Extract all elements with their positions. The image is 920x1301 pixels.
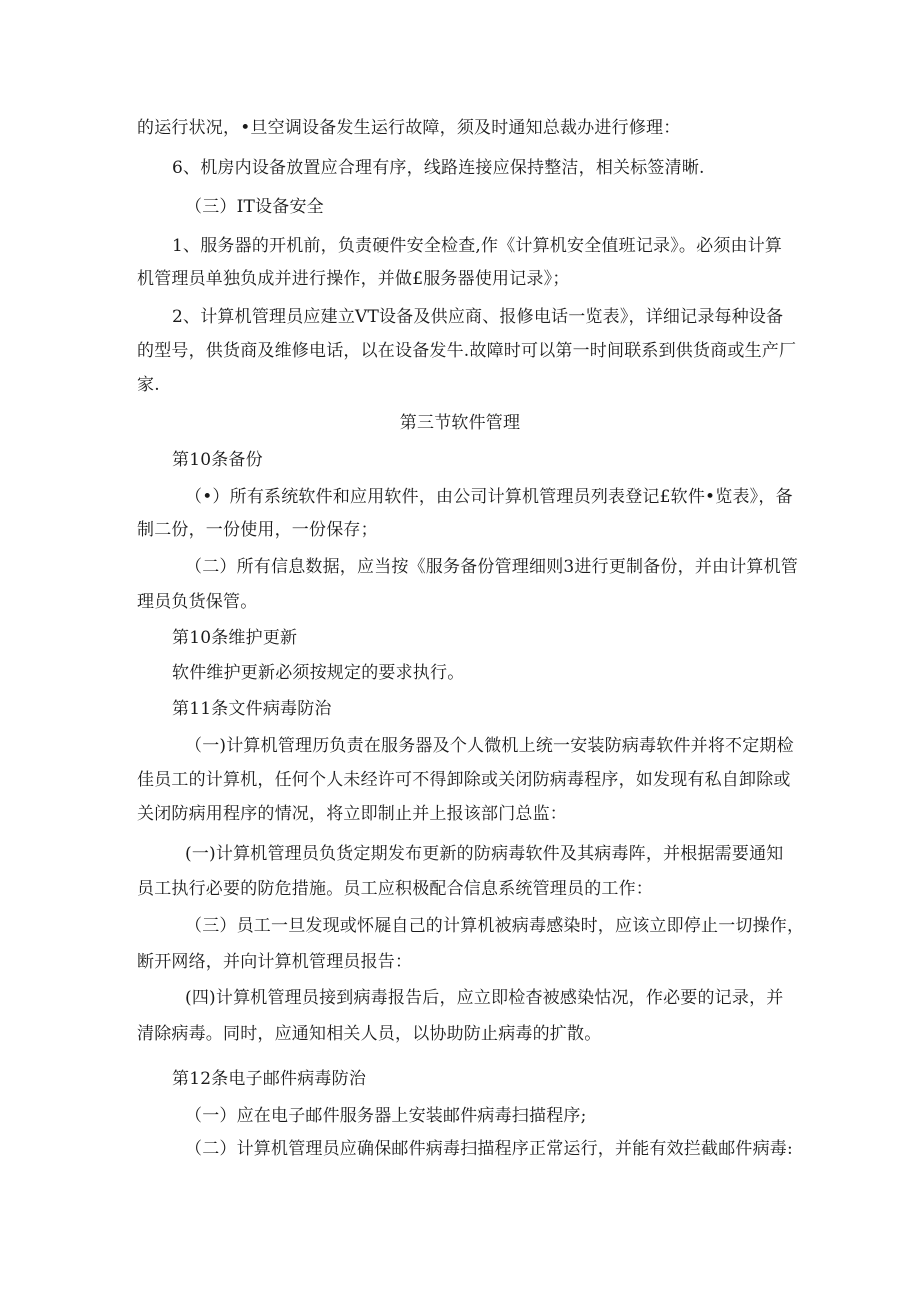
- paragraph-line: 制二份，一份使用，一份保存；: [137, 520, 378, 540]
- paragraph-line: 清除病毒。同时，应通知相关人员，以协助防止病毒的扩散。: [137, 1024, 602, 1044]
- paragraph-line: 2、计算机管理员应建立VT设备及供应商、报修电话一览表》，详细记录每种设备: [172, 307, 784, 327]
- paragraph-line: 机管理员单独负成并进行操作，并做£服务器使用记录》；: [137, 269, 570, 289]
- paragraph-line: 家.: [137, 375, 160, 395]
- paragraph-line: （二）所有信息数据，应当按《服务备份管理细则3进行更制备份，并由计算机管: [185, 557, 799, 577]
- paragraph-line: （二）计算机管理员应确保邮件病毒扫描程序正常运行，并能有效拦截邮件病毒:: [185, 1139, 793, 1159]
- paragraph-line: 断开网络，并向计算机管理员报告：: [137, 952, 413, 972]
- paragraph-line: 1、服务器的开机前，负责硬件安全检查,作《计算机安全值班记录》。必须由计算: [172, 236, 783, 256]
- paragraph-line: 的运行状况，•旦空调设备发生运行故障，须及时通知总裁办进行修理：: [137, 118, 681, 138]
- paragraph-line: （一）应在电子邮件服务器上安装邮件病毒扫描程序;: [185, 1106, 587, 1126]
- paragraph-line: （•）所有系统软件和应用软件，由公司计算机管理员列表登记£软件•览表》，备: [185, 487, 793, 507]
- chapter-title: 第三节软件管理: [399, 413, 521, 433]
- paragraph-line: 员工执行必要的防危措施。员工应积极配合信息系统管理员的工作：: [137, 879, 653, 899]
- article-heading: 第12条电子邮件病毒防治: [172, 1069, 367, 1089]
- paragraph-line: 软件维护更新必须按规定的要求执行。: [172, 663, 465, 683]
- paragraph-line: 佳员工的计算机，任何个人未经许可不得卸除或关闭防病毒程序，如发现有私自卸除或: [137, 770, 791, 790]
- paragraph-line: 6、机房内设备放置应合理有序，线路连接应保持整洁，相关标签清晰.: [172, 158, 705, 178]
- paragraph-line: (四)计算机管理员接到病毒报告后，应立即检杳被感染怙况，作必要的记录，并: [185, 988, 784, 1008]
- paragraph-line: (一)计算机管理员负货定期发布更新的防病毒软件及其病毒阵，并根据需要通知: [185, 844, 784, 864]
- paragraph-line: （一)计算机管理历负责在服务器及个人微机上统一安装防病毒软件并将不定期检: [185, 736, 794, 756]
- section-heading: （三）IT设备安全: [185, 197, 324, 217]
- article-heading: 第10条备份: [172, 450, 263, 470]
- paragraph-line: （三）员工一旦发现或怀屣自己的计算机被病毒感染时，应该立即停止一切操作，: [185, 916, 805, 936]
- paragraph-line: 的型号，供货商及维修电话，以在设备发牛.故障时可以第一时间联系到供货商或生产厂: [137, 341, 797, 361]
- article-heading: 第10条维护更新: [172, 628, 298, 648]
- paragraph-line: 关闭防病用程序的情况，将立即制止并上报该部门总监：: [137, 804, 567, 824]
- article-heading: 第11条文件病毒防治: [172, 699, 332, 719]
- paragraph-line: 理员负货保管。: [137, 592, 258, 612]
